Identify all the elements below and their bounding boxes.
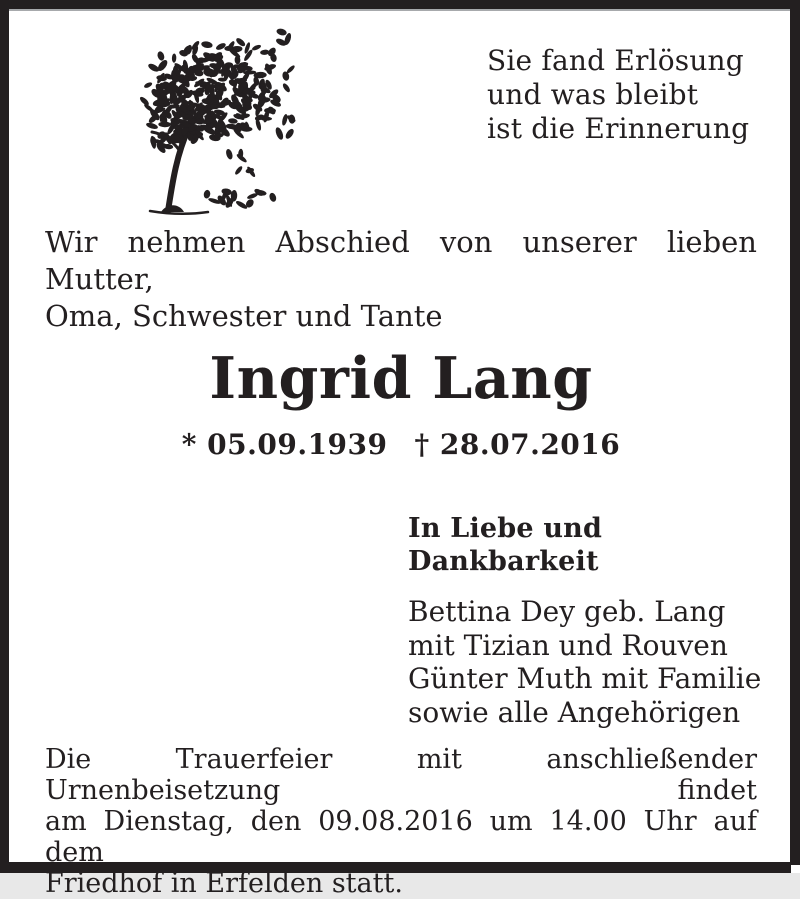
mourner-line: Günter Muth mit Familie: [408, 662, 762, 695]
funeral-info-line: Friedhof in Erfelden statt.: [45, 868, 403, 899]
funeral-info-line: am Dienstag, den 09.08.2016 um 14.00 Uhr auf dem: [45, 806, 757, 868]
frame-hairline: [0, 9, 800, 11]
tree-illustration: [120, 18, 308, 218]
funeral-info: [45, 744, 757, 899]
frame-border-top: [0, 0, 800, 9]
verse-line: und was bleibt: [487, 78, 699, 111]
mourner-line: mit Tizian und Rouven: [408, 628, 728, 662]
deceased-name: Ingrid Lang: [209, 345, 593, 412]
farewell-intro-line: Wir nehmen Abschied von unserer lieben Mutter,: [45, 225, 757, 296]
life-dates: [45, 428, 757, 461]
farewell-intro: [45, 224, 757, 335]
closing-heading: In Liebe und Dankbarkeit: [408, 513, 603, 577]
death-date: † 28.07.2016: [414, 427, 621, 461]
closing-block: [408, 512, 800, 729]
funeral-info-line: Die Trauerfeier mit anschließender Urnenbeisetzung findet: [45, 744, 757, 806]
verse-line: Sie fand Erlösung: [487, 44, 744, 77]
mourners-list: [408, 595, 800, 729]
frame-border-right: [790, 0, 800, 865]
farewell-intro-line: Oma, Schwester und Tante: [45, 299, 443, 333]
mourner-line: sowie alle Angehörigen: [408, 695, 741, 729]
mourner-line: Bettina Dey geb. Lang: [408, 595, 726, 628]
deceased-block: [45, 346, 757, 461]
frame-border-left: [0, 0, 9, 873]
birth-date: * 05.09.1939: [181, 427, 388, 461]
verse-line: ist die Erinnerung: [487, 112, 750, 145]
verse: [487, 44, 749, 146]
tree-icon: [120, 18, 308, 218]
